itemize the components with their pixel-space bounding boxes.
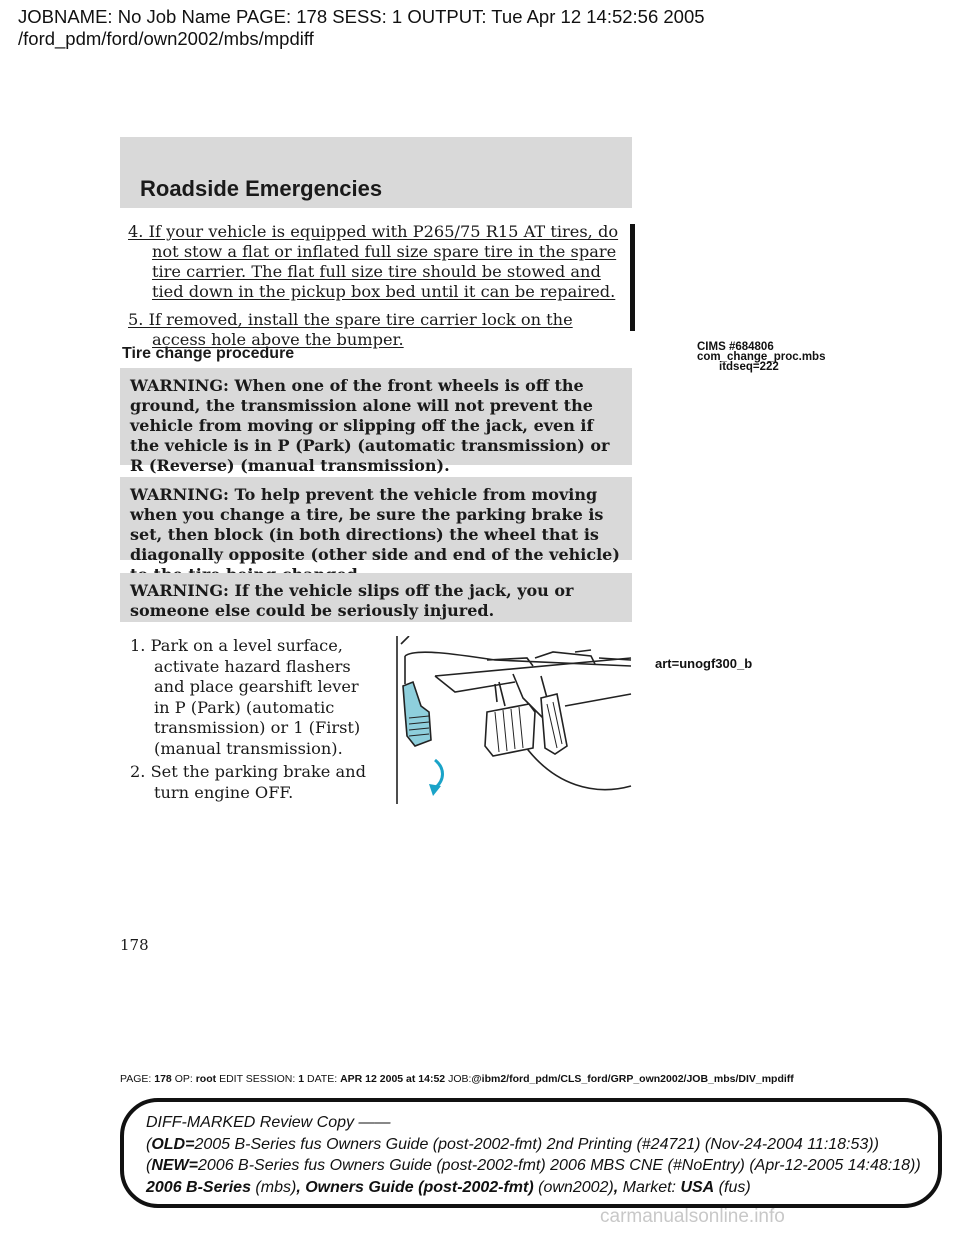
date-value: APR 12 2005 at 14:52 xyxy=(340,1073,446,1085)
series-name: 2006 B-Series xyxy=(146,1178,251,1196)
step-2: 2. Set the parking brake and turn engine OFF. xyxy=(130,762,366,802)
bottom-steps-list xyxy=(130,636,375,806)
warning-text-2: WARNING: To help prevent the vehicle from moving when you change a tire, be sure the parking brake is set, then block (in both directions) the wheel that is diagonally opposite (other side and end of the vehicle) xyxy=(130,485,620,564)
job-label: JOB: xyxy=(448,1073,472,1085)
step-1: 1. Park on a level surface, activate hazard flashers and place gearshift lever in P (Park) (automatic transmission) or 1 (First) (manual transmission). xyxy=(130,636,361,758)
diff-old-line: (OLD=2005 B-Series fus Owners Guide (post-2002-fmt) 2nd Printing (#24721) (Nov-24-2004 11:18:53)) xyxy=(146,1135,879,1153)
section-title: Roadside Emergencies xyxy=(140,176,383,201)
change-bar xyxy=(630,224,635,331)
art-label: art=unogf300_b xyxy=(655,656,753,671)
series-code: (mbs) xyxy=(255,1178,297,1196)
cims-line1: CIMS #684806 xyxy=(697,341,774,353)
page-label: PAGE: xyxy=(120,1073,152,1085)
warning-box-2 xyxy=(120,477,632,564)
warning-box-3 xyxy=(120,573,632,622)
job-value: @ibm2/ford_pdm/CLS_ford/GRP_own2002/JOB_mbs/DIV_mpdiff xyxy=(471,1073,794,1085)
diff-series-line: 2006 B-Series (mbs), Owners Guide (post-2002-fmt) (own2002), Market: USA (fus) xyxy=(146,1178,751,1196)
warning-box-1 xyxy=(120,368,632,475)
guide-name: Owners Guide (post-2002-fmt) xyxy=(305,1178,534,1196)
watermark: carmanualsonline.info xyxy=(600,1206,785,1227)
op-label: OP: xyxy=(174,1073,193,1085)
job-header-line1: JOBNAME: No Job Name PAGE: 178 SESS: 1 OUTPUT: Tue Apr 12 14:52:56 2005 xyxy=(18,6,705,27)
footer-meta xyxy=(120,1073,794,1085)
press-arrow-icon xyxy=(435,760,443,788)
warning-text-1: WARNING: When one of the front wheels is off the ground, the transmission alone will not prevent the vehicle from moving or slipping off the jack, even if the vehicle is in P (Park) (automatic transmission) or R (Reverse) (manual transmission). xyxy=(130,376,610,475)
job-header xyxy=(18,6,705,50)
cims-line2: com_change_proc.mbs xyxy=(697,351,826,363)
page-number: 178 xyxy=(120,936,149,954)
page-value: 178 xyxy=(154,1073,172,1085)
accelerator-pedal xyxy=(541,694,567,754)
diff-new-line: (NEW=2006 B-Series fus Owners Guide (post-2002-fmt) 2006 MBS CNE (#NoEntry) (Apr-12-2005 14:48:18)) xyxy=(146,1157,921,1174)
tire-change-heading: Tire change procedure xyxy=(122,345,295,362)
brake-pedal-pad xyxy=(485,704,535,756)
market-label: Market: xyxy=(622,1178,676,1196)
date-label: DATE: xyxy=(307,1073,338,1085)
step-5: 5. If removed, install the spare tire carrier lock on the access hole above the bumper. xyxy=(128,310,573,349)
session-label: EDIT SESSION: xyxy=(219,1073,296,1085)
cims-line3: itdseq=222 xyxy=(719,361,779,373)
cims-marker xyxy=(697,342,825,372)
market-value: USA xyxy=(680,1178,715,1196)
new-value: 2006 B-Series fus Owners Guide (post-2002-fmt) 2006 MBS CNE (#NoEntry) (Apr-12-2005 14:48:18)) xyxy=(198,1157,921,1174)
new-label: NEW= xyxy=(151,1157,198,1174)
warning-text-3: WARNING: If the vehicle slips off the jack, you or someone else could be seriously injured. xyxy=(130,581,574,620)
diff-line1: DIFF-MARKED Review Copy —— xyxy=(146,1114,391,1131)
parking-brake-pedal xyxy=(403,682,431,746)
parking-brake-illustration xyxy=(395,636,635,806)
session-value: 1 xyxy=(298,1073,305,1085)
guide-code: (own2002) xyxy=(538,1178,614,1196)
step-4: 4. If your vehicle is equipped with P265/75 R15 AT tires, do not stow a flat or inflated full size spare tire in the spare tire carrier. The flat full size tire should be stowed and tied down in the pickup box bed until it can be repaired. xyxy=(128,222,619,301)
market-code: (fus) xyxy=(718,1178,751,1196)
old-value: 2005 B-Series fus Owners Guide (post-2002-fmt) 2nd Printing (#24721) (Nov-24-2004 11:18:53)) xyxy=(194,1135,879,1153)
old-label: OLD= xyxy=(151,1135,195,1153)
diff-review-text xyxy=(146,1112,921,1198)
job-header-line2: /ford_pdm/ford/own2002/mbs/mpdiff xyxy=(18,28,314,49)
op-value: root xyxy=(195,1073,217,1085)
top-steps-list xyxy=(128,222,628,358)
